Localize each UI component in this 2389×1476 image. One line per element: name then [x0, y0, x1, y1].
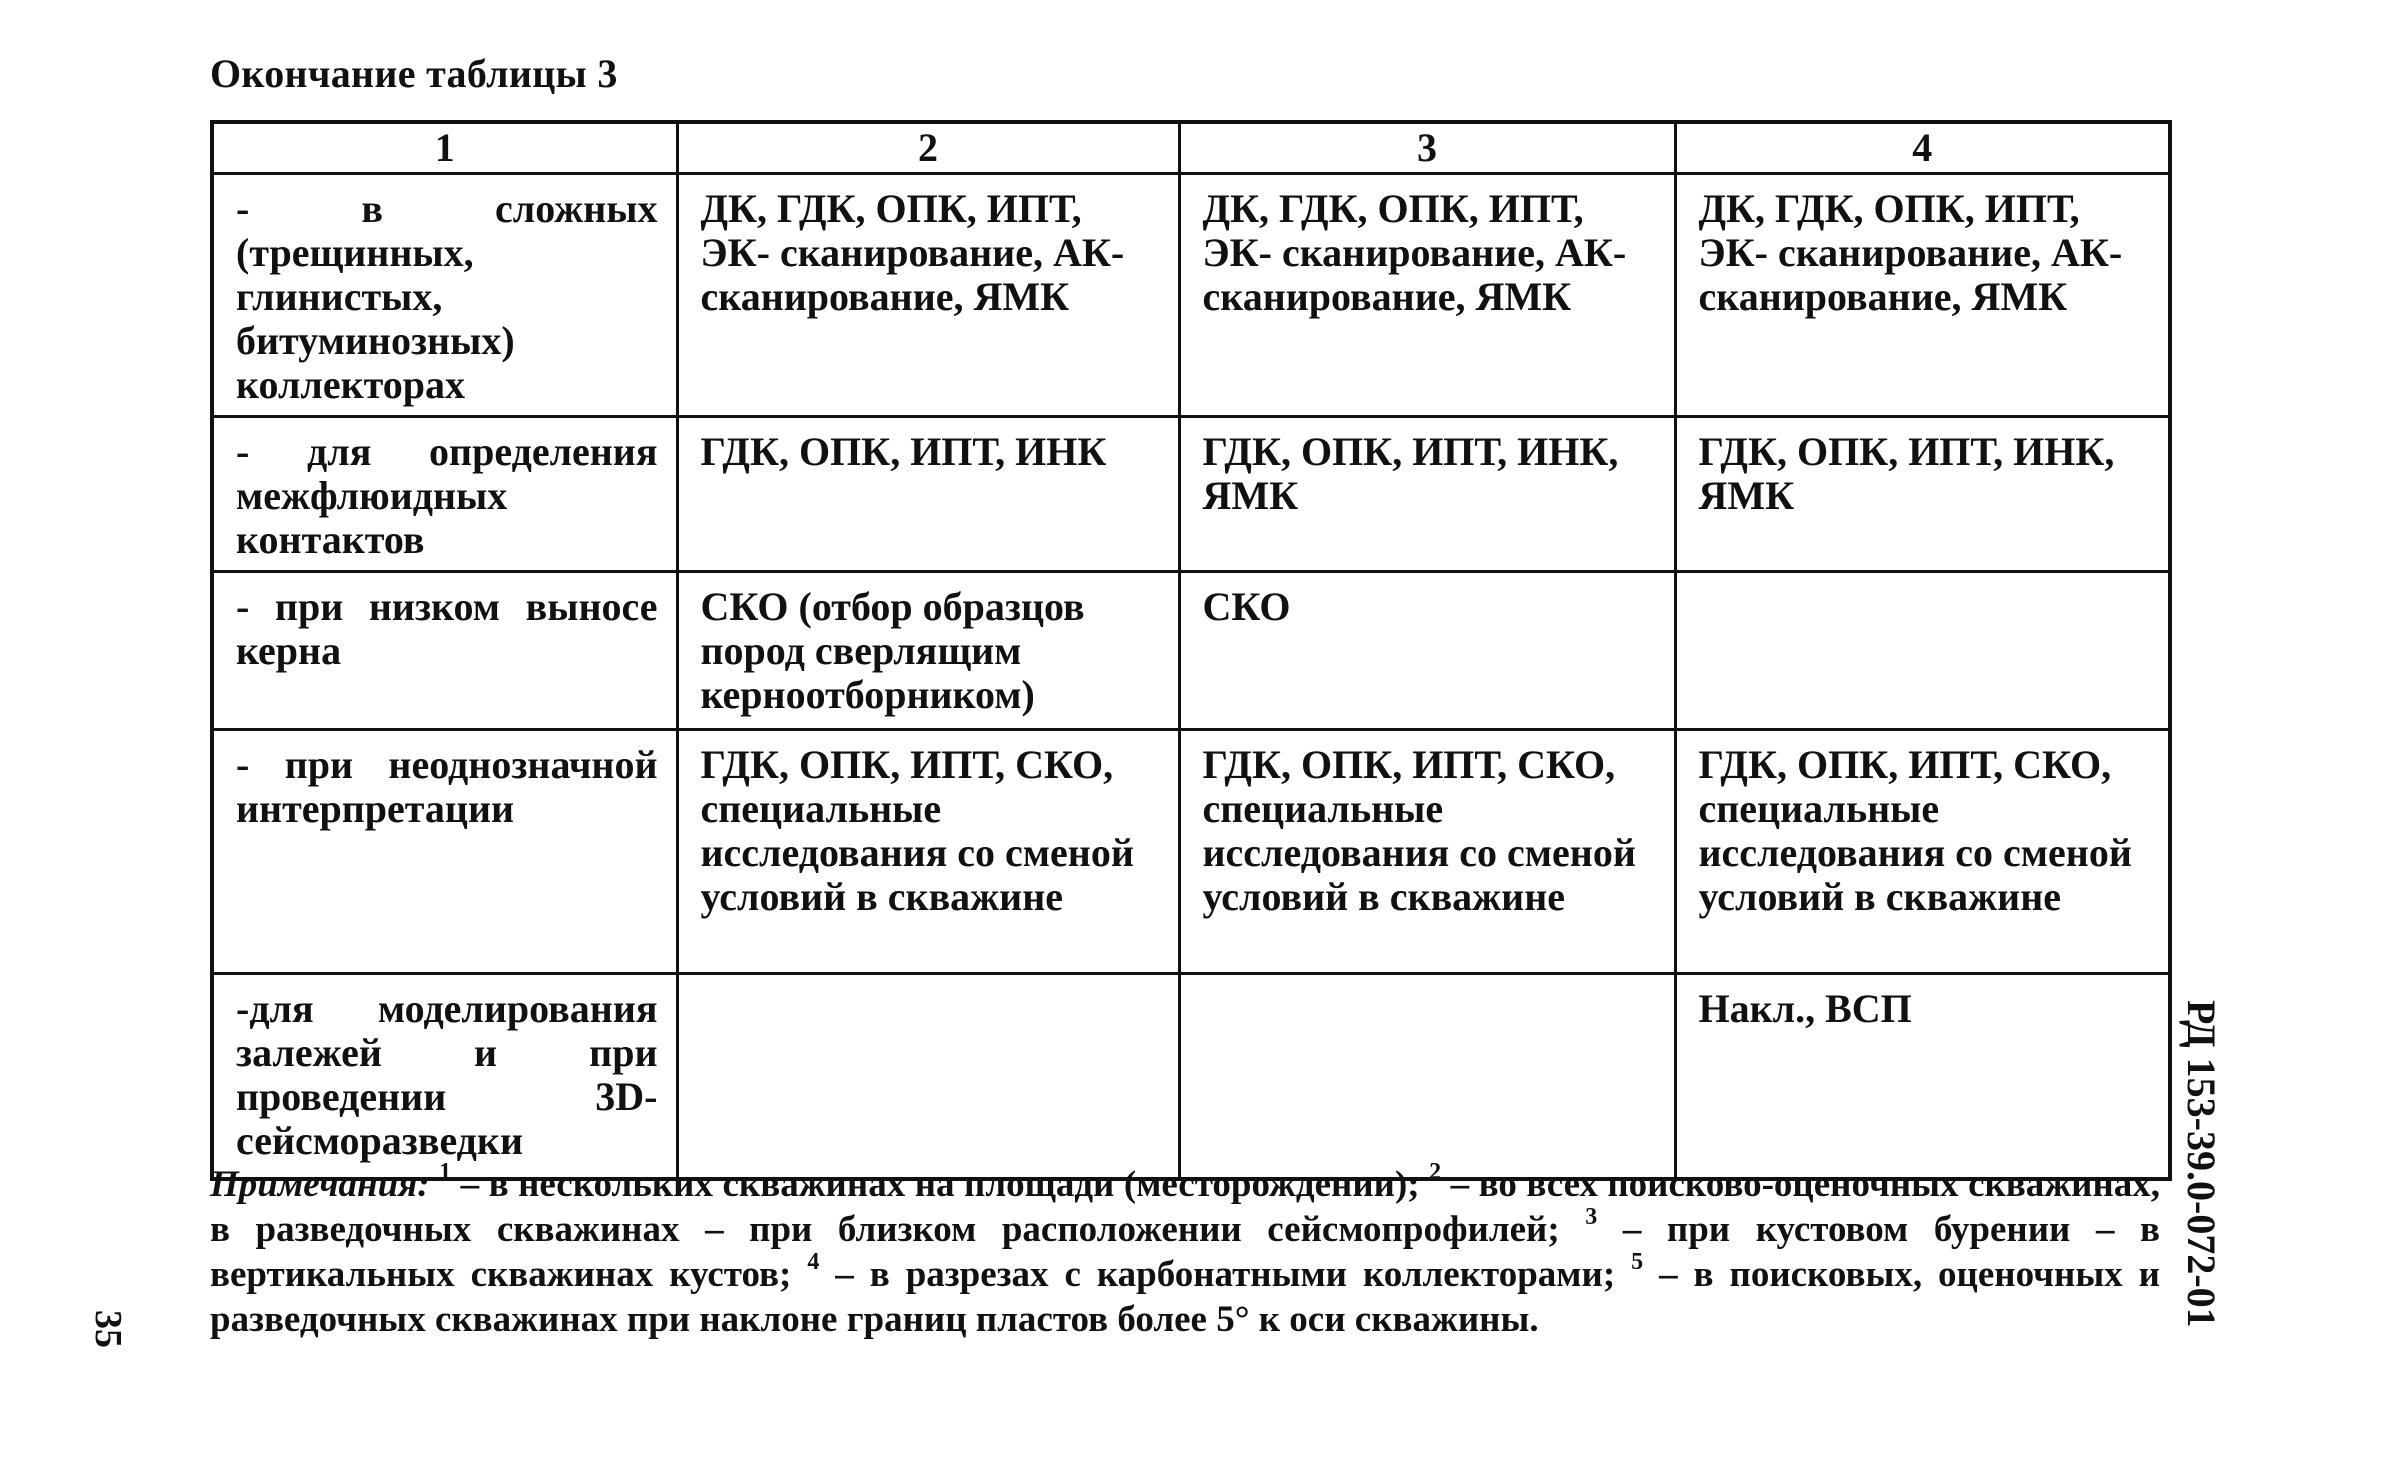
table-header-row	[212, 122, 2170, 174]
note-text-3: – при кустовом бурении – в вертикальных скважинах кустов;	[210, 1209, 2160, 1295]
table-row	[212, 417, 2170, 572]
row-condition: - при неоднозначной интерпретации	[212, 730, 677, 974]
table-row	[212, 572, 2170, 730]
column-header-4: 4	[1675, 122, 2170, 174]
row-methods-col2: ГДК, ОПК, ИПТ, СКО, специальные исследования со сменой условий в скважине	[677, 730, 1179, 974]
note-text-1: – в нескольких скважинах на площади (месторождении);	[451, 1164, 1430, 1205]
table-row	[212, 974, 2170, 1179]
row-methods-col4	[1675, 572, 2170, 730]
row-methods-col3: СКО	[1179, 572, 1675, 730]
row-methods-col4: ДК, ГДК, ОПК, ИПТ, ЭК- сканирование, АК- сканирование, ЯМК	[1675, 174, 2170, 417]
row-methods-col4: ГДК, ОПК, ИПТ, ИНК, ЯМК	[1675, 417, 2170, 572]
note-text-2: – во всех поисково-оценочных скважинах, в разведочных скважинах – при близком расположении сейсмопрофилей;	[210, 1164, 2161, 1250]
row-methods-col3	[1179, 974, 1675, 1179]
document-code: РД 153-39.0-072-01	[2179, 1000, 2224, 1328]
row-methods-col3: ГДК, ОПК, ИПТ, ИНК, ЯМК	[1179, 417, 1675, 572]
row-methods-col3: ДК, ГДК, ОПК, ИПТ, ЭК- сканирование, АК- сканирование, ЯМК	[1179, 174, 1675, 417]
column-header-3: 3	[1179, 122, 1675, 174]
table-row	[212, 730, 2170, 974]
row-condition: - для определения межфлюидных контактов	[212, 417, 677, 572]
note-text-5: – в поисковых, оценочных и разведочных скважинах при наклоне границ пластов более 5° к оси скважины.	[210, 1254, 2161, 1340]
row-methods-col2: СКО (отбор образцов пород сверлящим керноотборником)	[677, 572, 1179, 730]
note-marker-1: 1	[439, 1158, 452, 1185]
note-marker-4: 4	[807, 1248, 820, 1275]
table-notes	[210, 1158, 2161, 1342]
row-condition: - при низком выносе керна	[212, 572, 677, 730]
methods-table	[210, 120, 2172, 1181]
notes-label: Примечания:	[210, 1164, 430, 1205]
table-row	[212, 174, 2170, 417]
note-marker-5: 5	[1631, 1248, 1644, 1275]
note-marker-3: 3	[1585, 1203, 1598, 1230]
note-marker-2: 2	[1429, 1158, 1442, 1185]
row-methods-col3: ГДК, ОПК, ИПТ, СКО, специальные исследования со сменой условий в скважине	[1179, 730, 1675, 974]
row-methods-col2	[677, 974, 1179, 1179]
row-condition: - в сложных (трещинных, глинистых, битуминозных) коллекторах	[212, 174, 677, 417]
page-number: 35	[87, 1310, 129, 1348]
row-methods-col2: ДК, ГДК, ОПК, ИПТ, ЭК- сканирование, АК- сканирование, ЯМК	[677, 174, 1179, 417]
row-methods-col4: ГДК, ОПК, ИПТ, СКО, специальные исследования со сменой условий в скважине	[1675, 730, 2170, 974]
column-header-1: 1	[212, 122, 677, 174]
table-caption: Окончание таблицы 3	[210, 51, 618, 96]
row-methods-col2: ГДК, ОПК, ИПТ, ИНК	[677, 417, 1179, 572]
row-condition: -для моделирования залежей и при проведении 3D-сейсморазведки	[212, 974, 677, 1179]
note-text-4: – в разрезах с карбонатными коллекторами;	[819, 1254, 1632, 1295]
row-methods-col4: Накл., ВСП	[1675, 974, 2170, 1179]
column-header-2: 2	[677, 122, 1179, 174]
